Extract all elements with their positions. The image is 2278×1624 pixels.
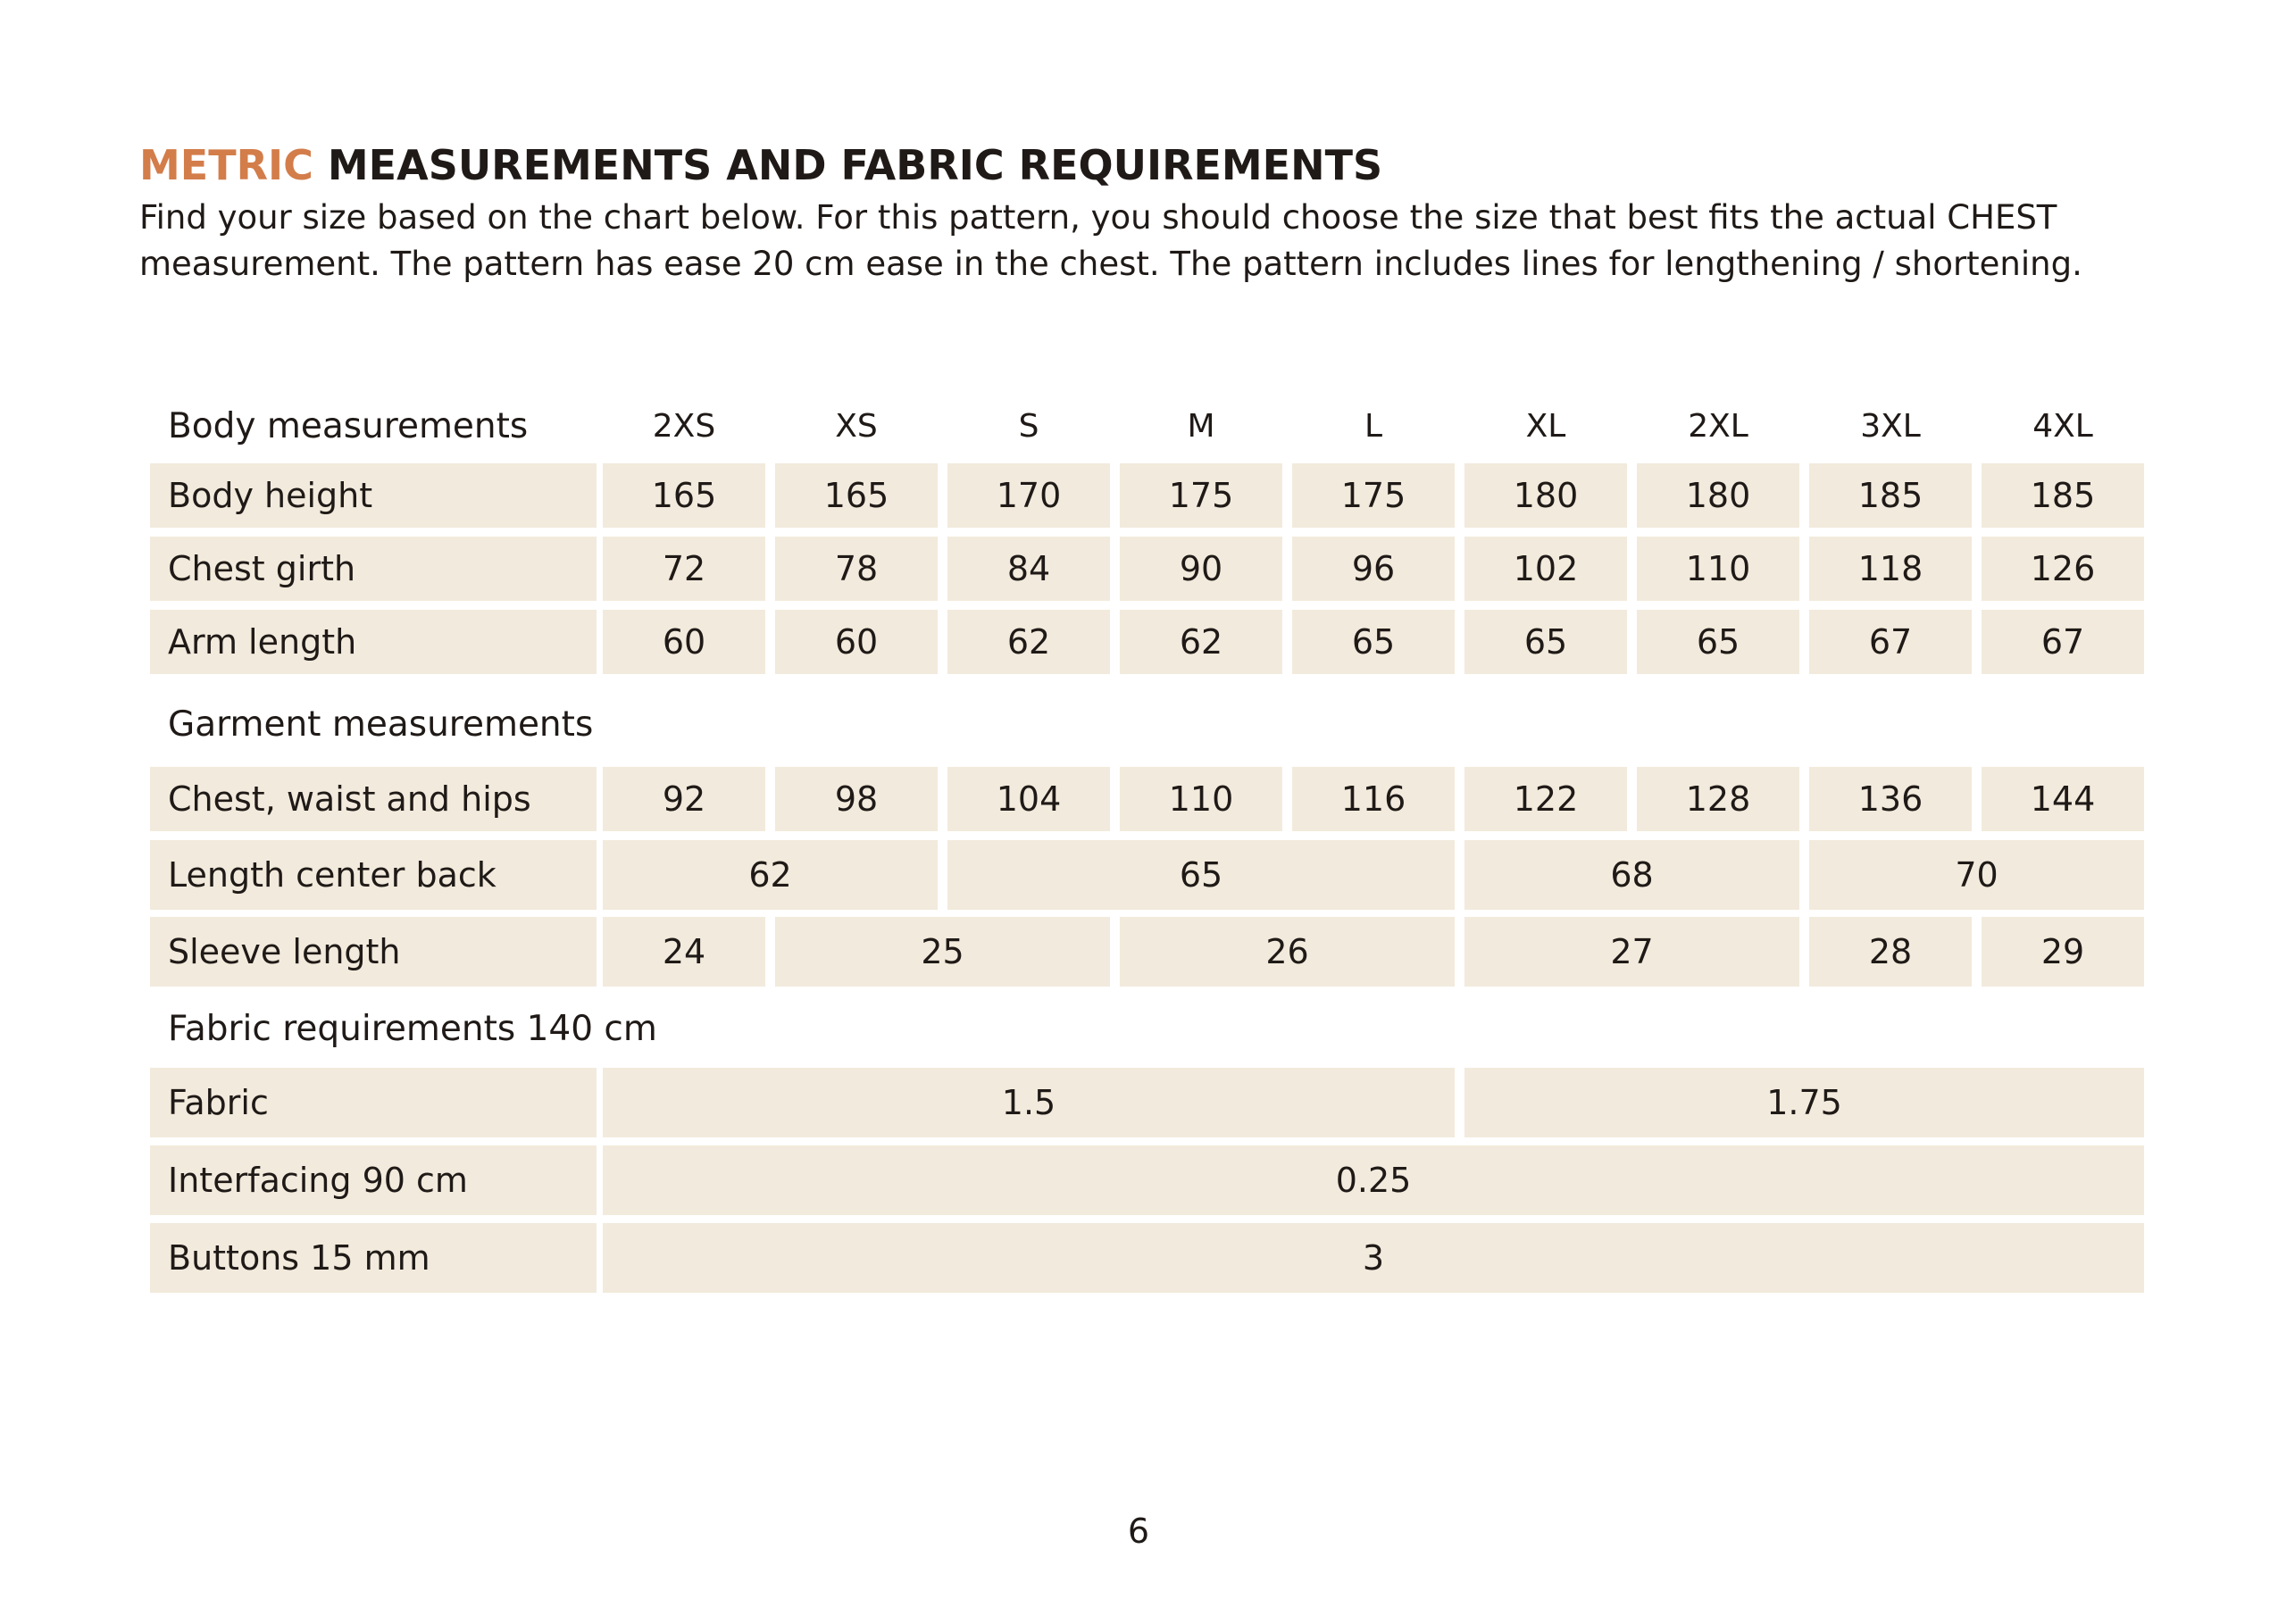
- row-label-chest-waist-hips: Chest, waist and hips: [150, 767, 597, 831]
- intro-line-1: Find your size based on the chart below. For this pattern, you should choose the size that best fits the actual CHEST: [139, 198, 2057, 237]
- arm-length-value: 62: [1120, 610, 1282, 674]
- size-header-l: L: [1364, 408, 1383, 445]
- sleeve-length-value: 26: [1120, 917, 1455, 987]
- chest-girth-value: 84: [947, 537, 1110, 601]
- chest-waist-hips-value: 136: [1809, 767, 1972, 831]
- length-center-back-value: 70: [1809, 840, 2144, 910]
- body-height-value: 165: [775, 463, 938, 528]
- chest-girth-value: 96: [1292, 537, 1455, 601]
- length-center-back-value: 65: [947, 840, 1455, 910]
- size-header-xs: XS: [835, 408, 878, 445]
- arm-length-value: 67: [1809, 610, 1972, 674]
- chest-waist-hips-value: 110: [1120, 767, 1282, 831]
- size-header-4xl: 4XL: [2032, 408, 2093, 445]
- interfacing-value: 0.25: [603, 1145, 2144, 1215]
- page-number: 6: [1127, 1512, 1150, 1551]
- chest-waist-hips-value: 122: [1464, 767, 1627, 831]
- body-height-value: 185: [1809, 463, 1972, 528]
- chest-waist-hips-value: 104: [947, 767, 1110, 831]
- length-center-back-value: 62: [603, 840, 938, 910]
- size-header-2xl: 2XL: [1688, 408, 1748, 445]
- body-height-value: 175: [1292, 463, 1455, 528]
- arm-length-value: 60: [775, 610, 938, 674]
- section-header-body: Body measurements: [168, 406, 529, 446]
- body-height-value: 170: [947, 463, 1110, 528]
- row-label-length-center-back: Length center back: [150, 840, 597, 910]
- chest-girth-value: 110: [1637, 537, 1799, 601]
- intro-paragraph: [139, 195, 2247, 287]
- chest-girth-value: 72: [603, 537, 765, 601]
- chest-girth-value: 126: [1982, 537, 2144, 601]
- chest-girth-value: 90: [1120, 537, 1282, 601]
- title-accent: METRIC: [139, 141, 313, 189]
- chest-girth-value: 102: [1464, 537, 1627, 601]
- row-label-interfacing: Interfacing 90 cm: [150, 1145, 597, 1215]
- body-height-value: 175: [1120, 463, 1282, 528]
- arm-length-value: 65: [1292, 610, 1455, 674]
- chest-waist-hips-value: 98: [775, 767, 938, 831]
- size-header-xl: XL: [1525, 408, 1566, 445]
- arm-length-value: 67: [1982, 610, 2144, 674]
- chest-waist-hips-value: 116: [1292, 767, 1455, 831]
- intro-line-2: measurement. The pattern has ease 20 cm ease in the chest. The pattern includes lines for lengthening / shortening.: [139, 245, 2082, 283]
- arm-length-value: 65: [1464, 610, 1627, 674]
- arm-length-value: 65: [1637, 610, 1799, 674]
- page-title: [139, 141, 1382, 189]
- row-label-sleeve-length: Sleeve length: [150, 917, 597, 987]
- sleeve-length-value: 28: [1809, 917, 1972, 987]
- row-label-chest-girth: Chest girth: [150, 537, 597, 601]
- section-header-fabric: Fabric requirements 140 cm: [168, 1009, 657, 1049]
- fabric-value: 1.75: [1464, 1068, 2144, 1137]
- row-label-fabric: Fabric: [150, 1068, 597, 1137]
- sleeve-length-value: 24: [603, 917, 765, 987]
- sleeve-length-value: 27: [1464, 917, 1799, 987]
- row-label-buttons: Buttons 15 mm: [150, 1223, 597, 1293]
- title-rest: MEASUREMENTS AND FABRIC REQUIREMENTS: [327, 141, 1383, 189]
- size-header-m: M: [1187, 408, 1215, 445]
- row-label-arm-length: Arm length: [150, 610, 597, 674]
- chest-girth-value: 118: [1809, 537, 1972, 601]
- chest-girth-value: 78: [775, 537, 938, 601]
- row-label-body-height: Body height: [150, 463, 597, 528]
- body-height-value: 180: [1464, 463, 1627, 528]
- body-height-value: 165: [603, 463, 765, 528]
- fabric-value: 1.5: [603, 1068, 1455, 1137]
- sleeve-length-value: 25: [775, 917, 1110, 987]
- chest-waist-hips-value: 128: [1637, 767, 1799, 831]
- section-header-garment: Garment measurements: [168, 704, 594, 745]
- chest-waist-hips-value: 144: [1982, 767, 2144, 831]
- chest-waist-hips-value: 92: [603, 767, 765, 831]
- sleeve-length-value: 29: [1982, 917, 2144, 987]
- body-height-value: 185: [1982, 463, 2144, 528]
- buttons-value: 3: [603, 1223, 2144, 1293]
- arm-length-value: 62: [947, 610, 1110, 674]
- length-center-back-value: 68: [1464, 840, 1799, 910]
- size-header-2xs: 2XS: [652, 408, 716, 445]
- size-header-s: S: [1018, 408, 1039, 445]
- body-height-value: 180: [1637, 463, 1799, 528]
- arm-length-value: 60: [603, 610, 765, 674]
- size-header-3xl: 3XL: [1860, 408, 1921, 445]
